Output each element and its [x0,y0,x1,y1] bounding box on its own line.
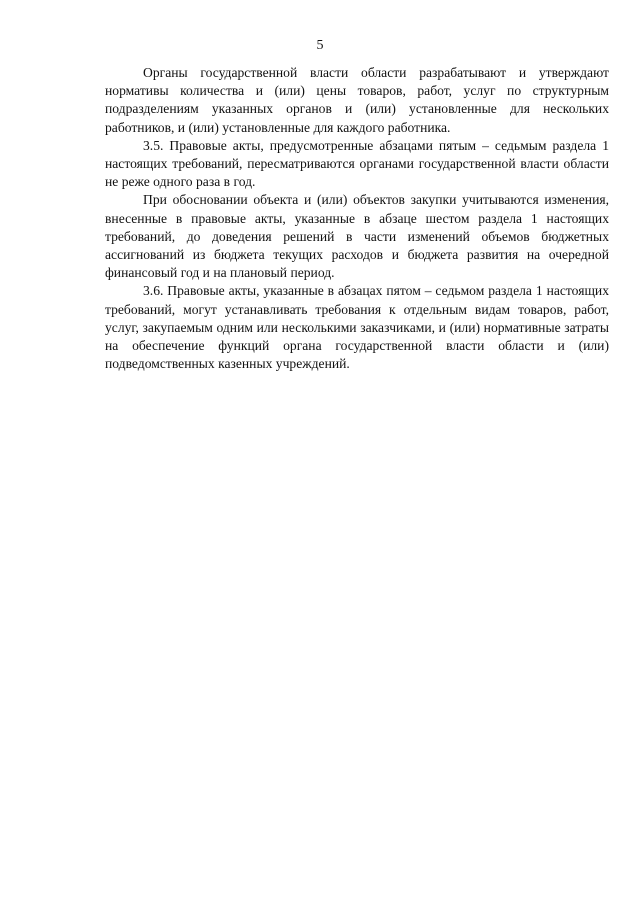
paragraph-3-5: 3.5. Правовые акты, предусмотренные абзацами пятым – седьмым раздела 1 настоящих требований, пересматриваются органами государственной власти области не реже одного раза в год. [105,137,609,190]
paragraph-procurement-justification: При обосновании объекта и (или) объектов закупки учитываются изменения, внесенные в правовые акты, указанные в абзаце шестом раздела 1 настоящих требований, до доведения решений в части изменений объемов бюджетных ассигнований из бюджета текущих расходов и бюджета развития на очередной финансовый год и на плановый период. [105,192,609,281]
paragraph-3-6: 3.6. Правовые акты, указанные в абзацах пятом – седьмом раздела 1 настоящих требований, могут устанавливать требования к отдельным видам товаров, работ, услуг, закупаемым одним или несколькими заказчиками, и (или) нормативные затраты на обеспечение функций органа государственной власти области и (или) подведомственных казенных учреждений. [105,283,609,372]
page-number: 5 [316,38,324,53]
document-body [105,64,609,373]
paragraph-norms-approval: Органы государственной власти области разрабатывают и утверждают нормативы количества и (или) цены товаров, работ, услуг по структурным подразделениям указанных органов и (или) установленные для нескольких работников, и (или) установленные для каждого работника. [105,65,609,135]
